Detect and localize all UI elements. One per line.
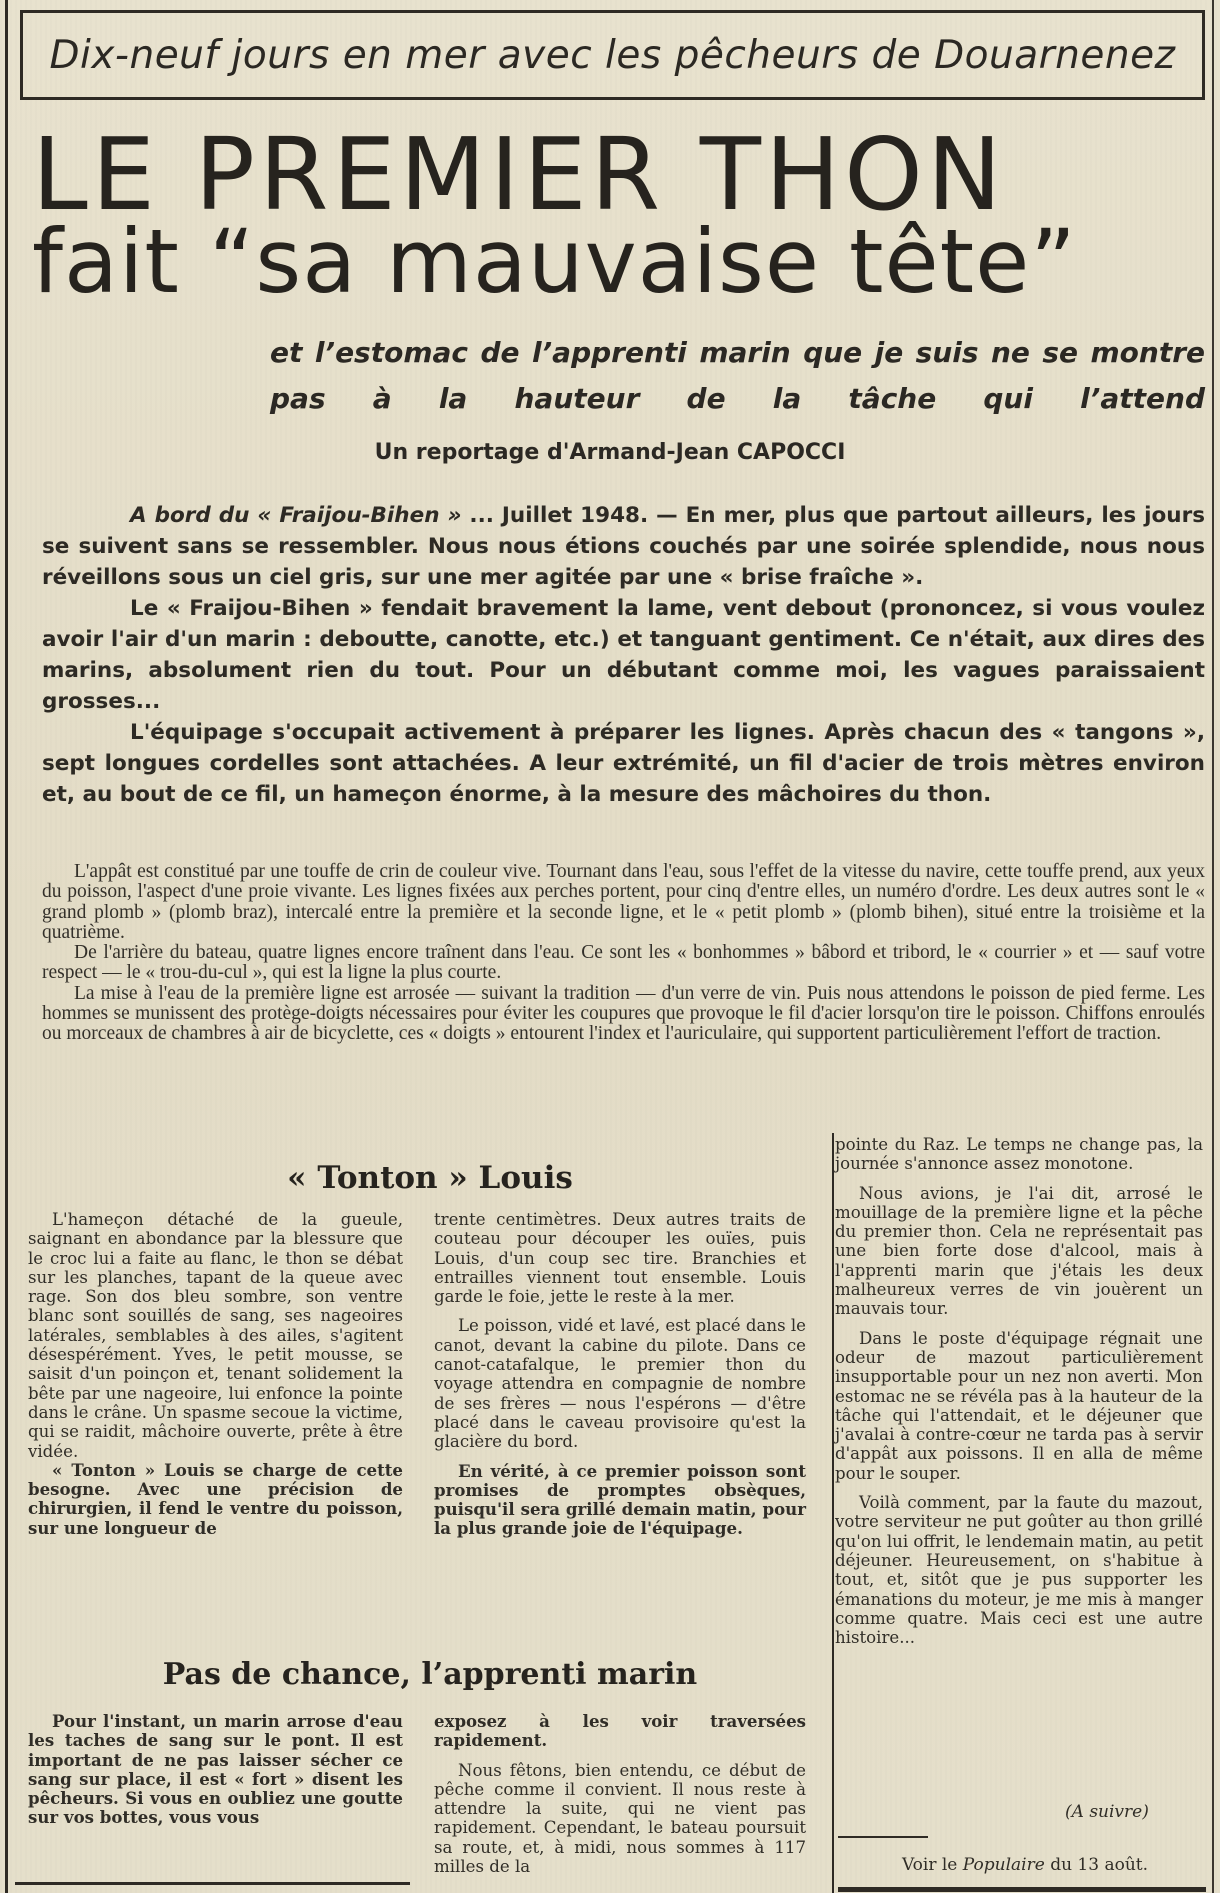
body-paragraph: trente centimètres. Deux autres traits de couteau pour découper les ouïes, puis Louis, d'un coup sec tire. Branchies et entrailles viennent tout ensemble. Louis garde le foie, jette le reste à la mer. bbox=[434, 1210, 806, 1307]
body-paragraph: De l'arrière du bateau, quatre lignes encore traînent dans l'eau. Ce sont les « bonhommes » bâbord et tribord, le « courrier » et — sauf votre respect — le « trou-du-cul », qui est la ligne la plus courte. bbox=[42, 942, 1205, 984]
see-also-prefix: Voir le bbox=[901, 1855, 963, 1875]
see-also-suffix: du 13 août. bbox=[1044, 1855, 1149, 1875]
column-1-section-2 bbox=[28, 1712, 403, 1828]
deck-subtitle: et l’estomac de l’apprenti marin que je suis ne se montre pas à la hauteur de la tâche qui l’attend bbox=[270, 336, 1205, 415]
kicker-text: Dix-neuf jours en mer avec les pêcheurs de Douarnenez bbox=[49, 32, 1176, 78]
body-wide-section bbox=[42, 862, 1205, 1045]
column-3 bbox=[835, 1135, 1203, 1647]
body-paragraph: exposez à les voir traversées rapidement. bbox=[434, 1711, 806, 1751]
lead-paragraph: L'équipage s'occupait activement à préparer les lignes. Après chacun des « tangons », sept longues cordelles sont attachées. A leur extrémité, un fil d'acier de trois mètres environ et, au bout de ce fil, un hameçon énorme, à la mesure des mâchoires du thon. bbox=[42, 720, 1205, 807]
to-be-continued: (A suivre) bbox=[1065, 1802, 1149, 1822]
body-paragraph: En vérité, à ce premier poisson sont promises de promptes obsèques, puisqu'il sera grillé demain matin, pour la plus grande joie de l'équipage. bbox=[434, 1460, 806, 1539]
subhead-pas-de-chance: Pas de chance, l’apprenti marin bbox=[162, 1657, 698, 1692]
dateline: A bord du « Fraijou-Bihen » bbox=[130, 503, 462, 528]
body-paragraph: « Tonton » Louis se charge de cette besogne. Avec une précision de chirurgien, il fend le ventre du poisson, sur une longueur de bbox=[28, 1459, 403, 1538]
body-paragraph: Voilà comment, par la faute du mazout, votre serviteur ne put goûter au thon grillé qu'on lui offrit, le lendemain matin, au petit déjeuner. Heureusement, on s'habitue à tout, et, sitôt que je pus supporter les émanations du moteur, je me mis à manger comme quatre. Mais ceci est une autre histoire... bbox=[835, 1493, 1203, 1648]
byline: Un reportage d'Armand-Jean CAPOCCI bbox=[374, 440, 846, 465]
lead-paragraph bbox=[42, 500, 1205, 593]
column-1-section-1 bbox=[28, 1210, 403, 1538]
page-right-rule bbox=[1212, 0, 1214, 1893]
short-separator-rule bbox=[838, 1836, 928, 1838]
body-paragraph: L'hameçon détaché de la gueule, saignant en abondance par la blessure que le croc lui a faite au flanc, le thon se débat sur les planches, tapant de la queue avec rage. Son dos bleu sombre, son ventre blanc sont souillés de sang, ses nageoires latérales, semblables à des ailes, s'agitent désespérément. Yves, le petit mousse, se saisit d'un poinçon et, tenant solidement la bête par une nageoire, lui enfonce la pointe dans le crâne. Un spasme secoue la victime, qui se raidit, mâchoire ouverte, prête à être vidée. bbox=[28, 1210, 403, 1461]
body-paragraph: L'appât est constitué par une touffe de crin de couleur vive. Tournant dans l'eau, sous l'effet de la vitesse du navire, cette touffe prend, aux yeux du poisson, l'aspect d'une proie vivante. Les lignes fixées aux perches portent, pour cinq d'entre elles, un numéro d'ordre. Les deux autres sont le « grand plomb » (plomb braz), intercalé entre la première et la seconde ligne, et le « petit plomb » (plomb bihen), situé entre la troisième et la quatrième. bbox=[42, 861, 1205, 943]
headline-line-2: fait “sa mauvaise tête” bbox=[32, 210, 1077, 313]
body-paragraph: Nous avions, je l'ai dit, arrosé le mouillage de la première ligne et la pêche du premier thon. Cela ne représentait pas une bien forte dose d'alcool, mais à l'apprenti marin que j'étais les deux malheureux verres de vin jouèrent un mauvais tour. bbox=[835, 1183, 1203, 1319]
column-rule bbox=[832, 1133, 834, 1893]
column-2-section-2 bbox=[434, 1712, 806, 1876]
column-1-end-rule bbox=[15, 1882, 410, 1885]
headline-line-1: LE PREMIER THON bbox=[32, 116, 1006, 233]
body-paragraph: Dans le poste d'équipage régnait une odeur de mazout particulièrement insupportable pour un nez non averti. Mon estomac ne se révéla pas à la hauteur de la tâche qui l'attendait, et le déjeuner que j'avalai à contre-cœur ne tarda pas à servir d'appât aux poissons. Il en alla de même pour le souper. bbox=[835, 1328, 1203, 1483]
lead-text: ... Juillet 1948. — En mer, plus que partout ailleurs, les jours se suivent sans se ressembler. Nous nous étions couchés par une soirée splendide, nous nous réveillons sous un ciel gris, sur une mer agitée par une « brise fraîche ». bbox=[42, 503, 1205, 590]
column-2-section-1 bbox=[434, 1210, 806, 1539]
subhead-tonton-louis: « Tonton » Louis bbox=[287, 1160, 573, 1196]
see-also-paper-name: Populaire bbox=[962, 1855, 1045, 1875]
see-also-note bbox=[845, 1855, 1205, 1875]
page-left-rule bbox=[5, 0, 8, 1893]
column-3-end-rule bbox=[838, 1887, 1206, 1892]
lead-paragraph: Le « Fraijou-Bihen » fendait bravement la lame, vent debout (prononcez, si vous voulez avoir l'air d'un marin : deboutte, canotte, etc.) et tanguant gentiment. Ce n'était, aux dires des marins, absolument rien du tout. Pour un débutant comme moi, les vagues paraissaient grosses... bbox=[42, 596, 1205, 714]
body-paragraph: pointe du Raz. Le temps ne change pas, la journée s'annonce assez monotone. bbox=[835, 1135, 1203, 1174]
lead-paragraphs bbox=[42, 500, 1205, 810]
kicker-box bbox=[20, 10, 1205, 100]
body-paragraph: Pour l'instant, un marin arrose d'eau les taches de sang sur le pont. Il est important de ne pas laisser sécher ce sang sur place, il est « fort » disent les pêcheurs. Si vous en oubliez une goutte sur vos bottes, vous vous bbox=[28, 1711, 403, 1828]
body-paragraph: Le poisson, vidé et lavé, est placé dans le canot, devant la cabine du pilote. Dans ce canot-catafalque, le premier thon du voyage attendra en compagnie de nombre de ses frères — nous l'espérons — d'être placé dans le caveau provisoire qu'est la glacière du bord. bbox=[434, 1316, 807, 1452]
body-paragraph: Nous fêtons, bien entendu, ce début de pêche comme il convient. Il nous reste à attendre la suite, qui ne vient pas rapidement. Cependant, le bateau poursuit sa route, et, à midi, nous sommes à 117 milles de la bbox=[434, 1760, 806, 1877]
body-paragraph: La mise à l'eau de la première ligne est arrosée — suivant la tradition — d'un verre de vin. Puis nous attendons le poisson de pied ferme. Les hommes se munissent des protège-doigts nécessaires pour éviter les coupures que provoque le fil d'acier lorsqu'on tire le poisson. Chiffons enroulés ou morceaux de chambres à air de bicyclette, ces « doigts » entourent l'index et l'auriculaire, qui supportent particulièrement l'effort de traction. bbox=[42, 982, 1205, 1045]
